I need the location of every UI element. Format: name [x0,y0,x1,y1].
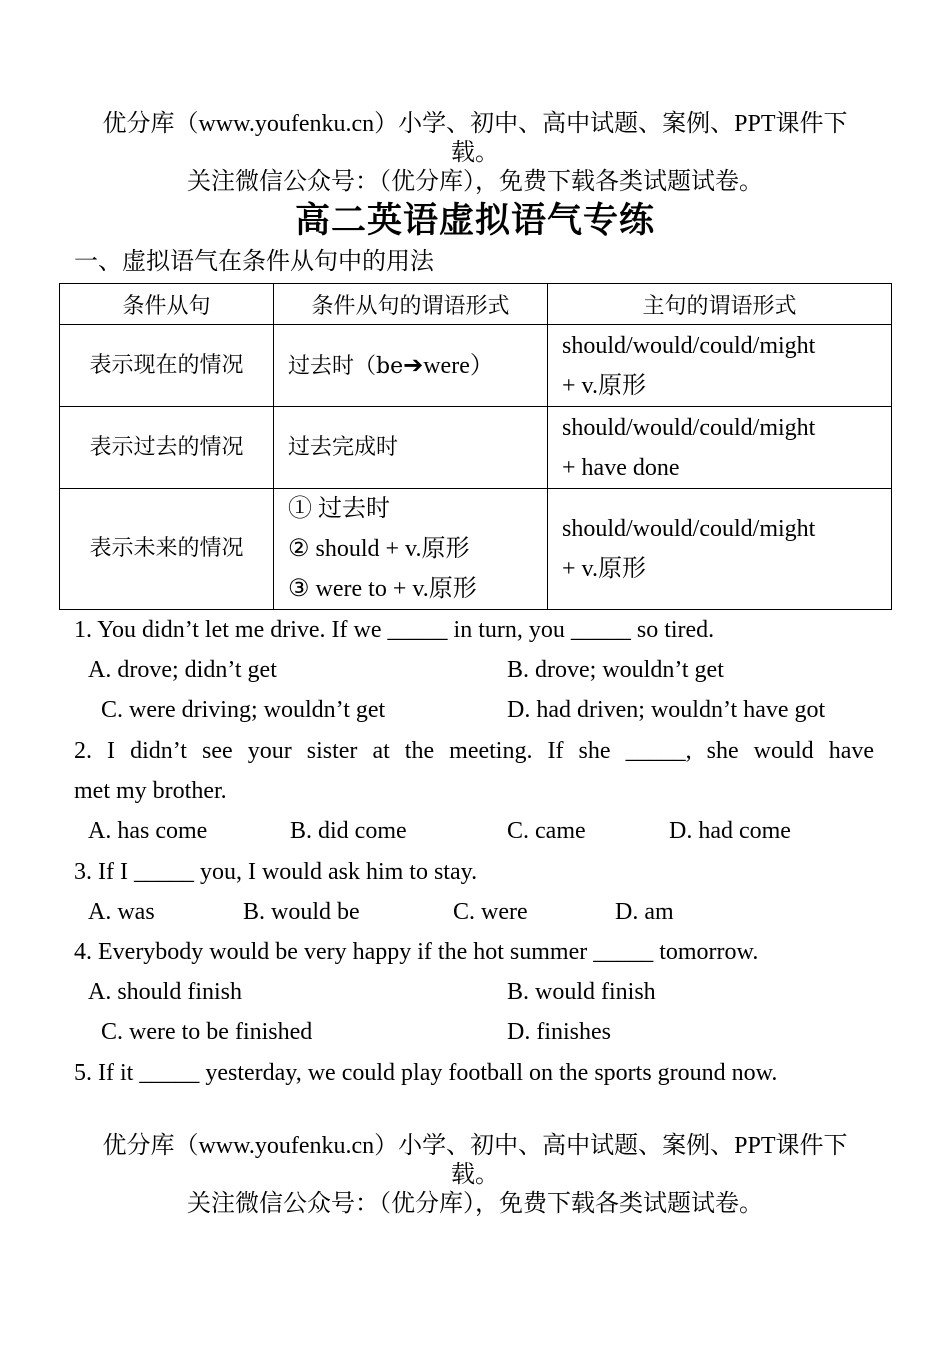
table-row [60,407,892,489]
question-3-option-d: D. am [615,899,674,925]
table-row [60,489,892,610]
table-cell-form: 过去完成时 [274,407,548,489]
form-line: ① 过去时 [288,496,390,522]
form-line: ③ were to + v.原形 [288,576,477,602]
table-header-cell: 主句的谓语形式 [548,284,892,325]
table-header-cell: 条件从句 [60,284,274,325]
table-row [60,325,892,407]
table-cell-condition: 表示过去的情况 [60,407,274,489]
section-heading: 一、虚拟语气在条件从句中的用法 [74,247,434,275]
footer-line-1: 优分库（www.youfenku.cn）小学、初中、高中试题、案例、PPT课件下载。 [102,1133,848,1188]
main-line: should/would/could/might [562,516,816,542]
footer-line-2: 关注微信公众号：（优分库），免费下载各类试题试卷。 [187,1191,763,1217]
question-1-option-a: A. drove; didn’t get [88,657,277,683]
table-cell-form [274,325,548,407]
question-2-stem-line-1: 2. I didn’t see your sister at the meeting. If she _____, she would have [74,738,874,764]
question-3-stem: 3. If I _____ you, I would ask him to stay. [74,859,478,885]
table-cell-condition: 表示未来的情况 [60,489,274,610]
grammar-table [59,283,892,610]
main-line: + v.原形 [562,372,646,399]
question-5-stem: 5. If it _____ yesterday, we could play football on the sports ground now. [74,1060,778,1086]
question-2-option-d: D. had come [669,818,791,844]
question-2-option-b: B. did come [290,818,407,844]
table-header-row [60,284,892,325]
question-1-stem: 1. You didn’t let me drive. If we _____ in turn, you _____ so tired. [74,617,715,643]
form-text: 过去时（be [288,353,404,379]
table-cell-condition: 表示现在的情况 [60,325,274,407]
main-line: should/would/could/might [562,414,816,441]
header-top [80,110,870,197]
form-text: were） [423,352,494,379]
table-cell-main [548,407,892,489]
table-cell-main [548,489,892,610]
table-cell-main [548,325,892,407]
question-4-option-b: B. would finish [507,979,656,1005]
question-3-option-b: B. would be [243,899,360,925]
header-line-1: 优分库（www.youfenku.cn）小学、初中、高中试题、案例、PPT课件下载。 [102,111,848,166]
table-cell-form [274,489,548,610]
page-title: 高二英语虚拟语气专练 [294,200,655,241]
question-2-stem-line-2: met my brother. [74,778,227,804]
question-2-option-c: C. came [507,818,586,844]
main-line: + v.原形 [562,556,646,582]
question-2-option-a: A. has come [88,818,208,844]
question-4-option-d: D. finishes [507,1019,611,1045]
main-line: + have done [562,454,680,481]
table-header-cell: 条件从句的谓语形式 [274,284,548,325]
header-bottom [80,1132,870,1219]
question-1-option-d: D. had driven; wouldn’t have got [507,697,826,723]
main-line: should/would/could/might [562,332,816,359]
header-line-2: 关注微信公众号：（优分库），免费下载各类试题试卷。 [187,169,763,195]
question-4-option-c: C. were to be finished [101,1019,313,1045]
question-1-option-b: B. drove; wouldn’t get [507,657,724,683]
question-3-option-a: A. was [88,899,155,925]
question-4-stem: 4. Everybody would be very happy if the hot summer _____ tomorrow. [74,939,759,965]
question-4-option-a: A. should finish [88,979,243,1005]
arrow-icon: ➔ [403,350,424,379]
question-1-option-c: C. were driving; wouldn’t get [101,697,386,723]
question-3-option-c: C. were [453,899,528,925]
form-line: ② should + v.原形 [288,536,470,562]
